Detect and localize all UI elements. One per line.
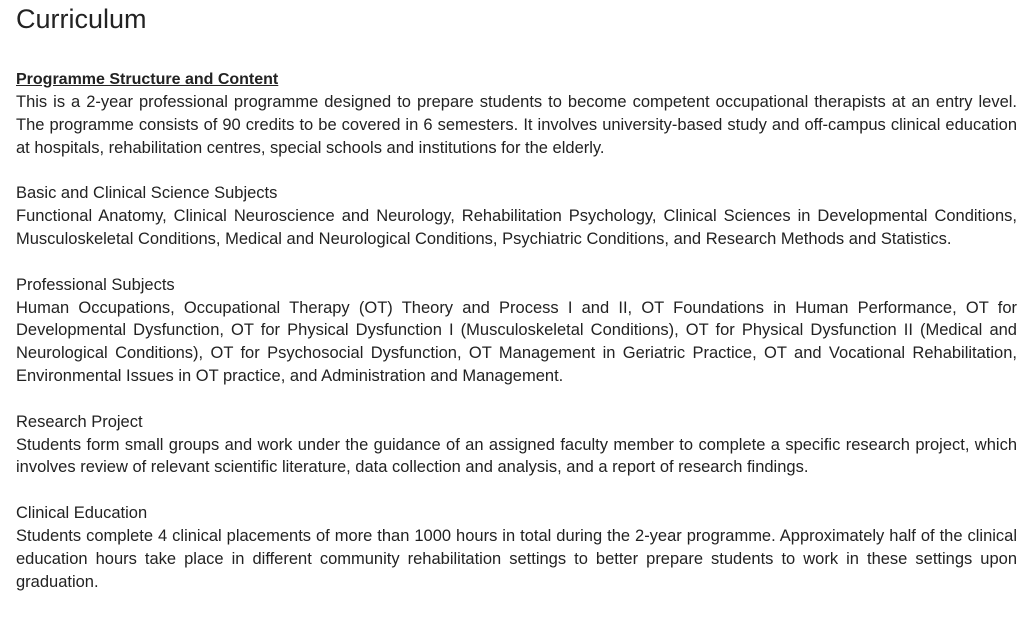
- research-project-body: Students form small groups and work under the guidance of an assigned faculty member to complete a specific research project, which involves review of relevant scientific literature, data collection and analysis, and a report of research findings.: [16, 435, 1017, 477]
- clinical-education-body: Students complete 4 clinical placements of more than 1000 hours in total during the 2-year programme. Approximately half of the clinical education hours take place in different community rehabilitation settings to better prepare students to work in these settings upon graduation.: [16, 526, 1017, 591]
- basic-clinical-science-heading: Basic and Clinical Science Subjects: [16, 184, 278, 203]
- professional-subjects-heading: Professional Subjects: [16, 275, 175, 294]
- page-title: Curriculum: [16, 4, 147, 34]
- programme-structure-body: This is a 2-year professional programme designed to prepare students to become competent occupational therapists at an entry level. The programme consists of 90 credits to be covered in 6 semesters. It involves university-based study and off-campus clinical education at hospitals, rehabilitation centres, special schools and institutions for the elderly.: [16, 93, 1017, 157]
- professional-subjects-body: Human Occupations, Occupational Therapy (OT) Theory and Process I and II, OT Foundations in Human Performance, OT for Developmental Dysfunction, OT for Physical Dysfunction I (Musculoskeletal Conditions), OT for Physical Dysfunction II (Medical and Neurological Conditions), OT for Psychosocial Dysfunction, OT Management in Geriatric Practice, OT and Vocational Rehabilitation, Environmental Issues in OT practice, and Administration and Management.: [16, 298, 1017, 385]
- basic-clinical-science-body: Functional Anatomy, Clinical Neuroscience and Neurology, Rehabilitation Psychology, Clinical Sciences in Developmental Conditions, Musculoskeletal Conditions, Medical and Neurological Conditions, Psychiatric Conditions, and Research Methods and Statistics.: [16, 207, 1017, 248]
- clinical-education-heading: Clinical Education: [16, 504, 148, 523]
- programme-structure-heading: Programme Structure and Content: [16, 71, 279, 88]
- research-project-heading: Research Project: [16, 412, 143, 431]
